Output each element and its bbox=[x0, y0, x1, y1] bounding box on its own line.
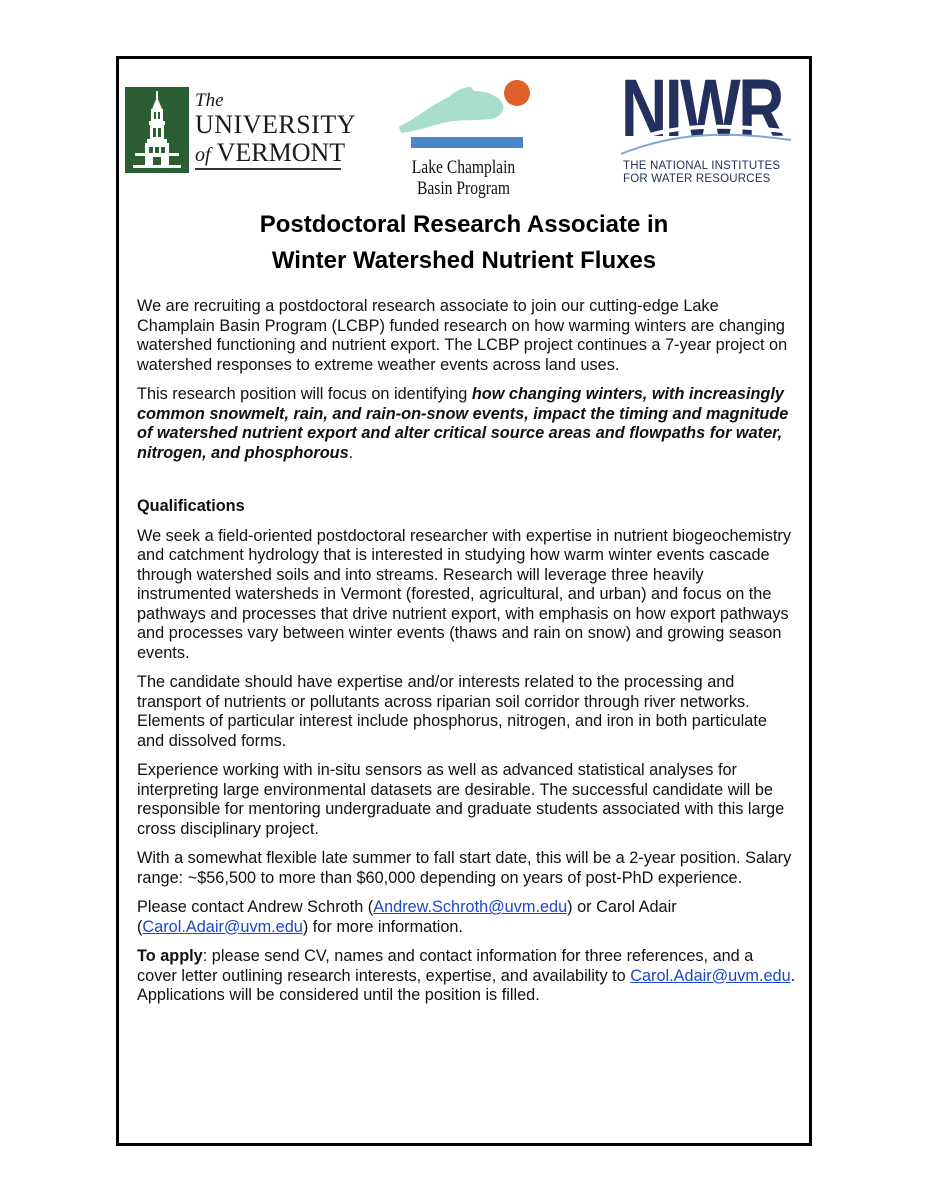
qualifications-paragraph-2: The candidate should have expertise and/or interests related to the processing and transport of nutrients or pollutants across riparian soil corridor through river networks. Elements of particular interest include phosphorus, nitrogen, and iron in both particulate and dissolved forms. bbox=[137, 673, 767, 750]
apply-text: : please send CV, names and contact information for three references, and a cover letter outlining research interests, expertise, and availability to bbox=[137, 947, 754, 985]
lcbp-emblem-icon bbox=[391, 75, 536, 155]
lcbp-line2: Basin Program bbox=[416, 178, 511, 199]
lcbp-line1: Lake Champlain bbox=[411, 157, 516, 178]
niwr-line1: THE NATIONAL INSTITUTES bbox=[623, 160, 781, 172]
email-link-schroth[interactable]: Andrew.Schroth@uvm.edu bbox=[373, 898, 568, 916]
uvm-of: of bbox=[195, 144, 211, 166]
qualifications-heading: Qualifications bbox=[137, 497, 245, 515]
contact-paragraph bbox=[137, 898, 797, 937]
apply-end: . Applications will be considered until the position is filled. bbox=[137, 966, 796, 1004]
qualifications-paragraph-1: We seek a field-oriented postdoctoral researcher with expertise in nutrient biogeochemistry and catchment hydrology that is interested in studying how warm winter events cascade through watershed soils and into streams. Research will leverage three heavily instrumented watersheds in Vermont (forested, agricultural, and urban) and focus on the pathways and processes that drive nutrient export, with emphasis on how export pathways and processes vary between winter events (thaws and rain on snow) and growing season events. bbox=[137, 526, 791, 662]
apply-label: To apply bbox=[137, 947, 203, 965]
lcbp-logo bbox=[391, 75, 536, 205]
uvm-the: The bbox=[195, 90, 224, 111]
uvm-vermont-line bbox=[195, 140, 356, 166]
logo-row bbox=[119, 59, 809, 209]
title-line1: Postdoctoral Research Associate in bbox=[259, 211, 669, 238]
intro-paragraph: We are recruiting a postdoctoral research associate to join our cutting-edge Lake Champlain Basin Program (LCBP) funded research on how warming winters are changing watershed functioning and nutrient export. The LCBP project continues a 7-year project on watershed responses to extreme weather events across land uses. bbox=[137, 297, 788, 374]
lcbp-wordmark bbox=[404, 157, 523, 199]
qualifications-paragraph-3: Experience working with in-situ sensors as well as advanced statistical analyses for interpreting large environmental datasets are desirable. The successful candidate will be responsible for mentoring undergraduate and graduate students associated with this large cross disciplinary project. bbox=[137, 761, 785, 838]
uvm-tower-emblem bbox=[125, 87, 189, 173]
contact-pre: Please contact Andrew Schroth ( bbox=[137, 898, 374, 916]
focus-paragraph bbox=[137, 385, 797, 463]
uvm-wordmark bbox=[195, 91, 356, 166]
uvm-logo bbox=[125, 87, 356, 173]
position-details-paragraph: With a somewhat flexible late summer to fall start date, this will be a 2-year position. Salary range: ~$56,500 to more than $60,000 depending on years of post-PhD experience. bbox=[137, 849, 792, 887]
flyer-body bbox=[137, 297, 797, 1016]
tower-icon bbox=[125, 87, 189, 173]
apply-paragraph bbox=[137, 947, 797, 1006]
niwr-acronym: NIWR bbox=[621, 63, 783, 154]
page-title bbox=[119, 207, 809, 279]
contact-post: ) for more information. bbox=[302, 917, 463, 936]
focus-lead: This research position will focus on identifying bbox=[137, 385, 472, 403]
focus-end: . bbox=[348, 443, 354, 462]
contact-mid: ) or Carol Adair ( bbox=[137, 898, 677, 936]
focus-emphasis: how changing winters, with increasingly common snowmelt, rain, and rain-on-snow events, impact the timing and magnitude of watershed nutrient export and alter critical source areas and flowpaths for water, nitrogen, and phosphorous bbox=[137, 385, 789, 462]
email-link-adair[interactable]: Carol.Adair@uvm.edu bbox=[142, 917, 303, 936]
niwr-tagline bbox=[623, 160, 793, 186]
niwr-wave-icon bbox=[621, 118, 791, 158]
niwr-line2: FOR WATER RESOURCES bbox=[623, 173, 771, 185]
uvm-underline bbox=[195, 168, 341, 170]
title-line2: Winter Watershed Nutrient Fluxes bbox=[271, 247, 657, 274]
niwr-logo bbox=[621, 63, 791, 189]
uvm-vermont: VERMONT bbox=[216, 138, 346, 167]
flyer-frame bbox=[116, 56, 812, 1146]
apply-email-link[interactable]: Carol.Adair@uvm.edu bbox=[630, 966, 791, 985]
uvm-university: UNIVERSITY bbox=[195, 110, 356, 139]
spacer bbox=[137, 473, 797, 497]
